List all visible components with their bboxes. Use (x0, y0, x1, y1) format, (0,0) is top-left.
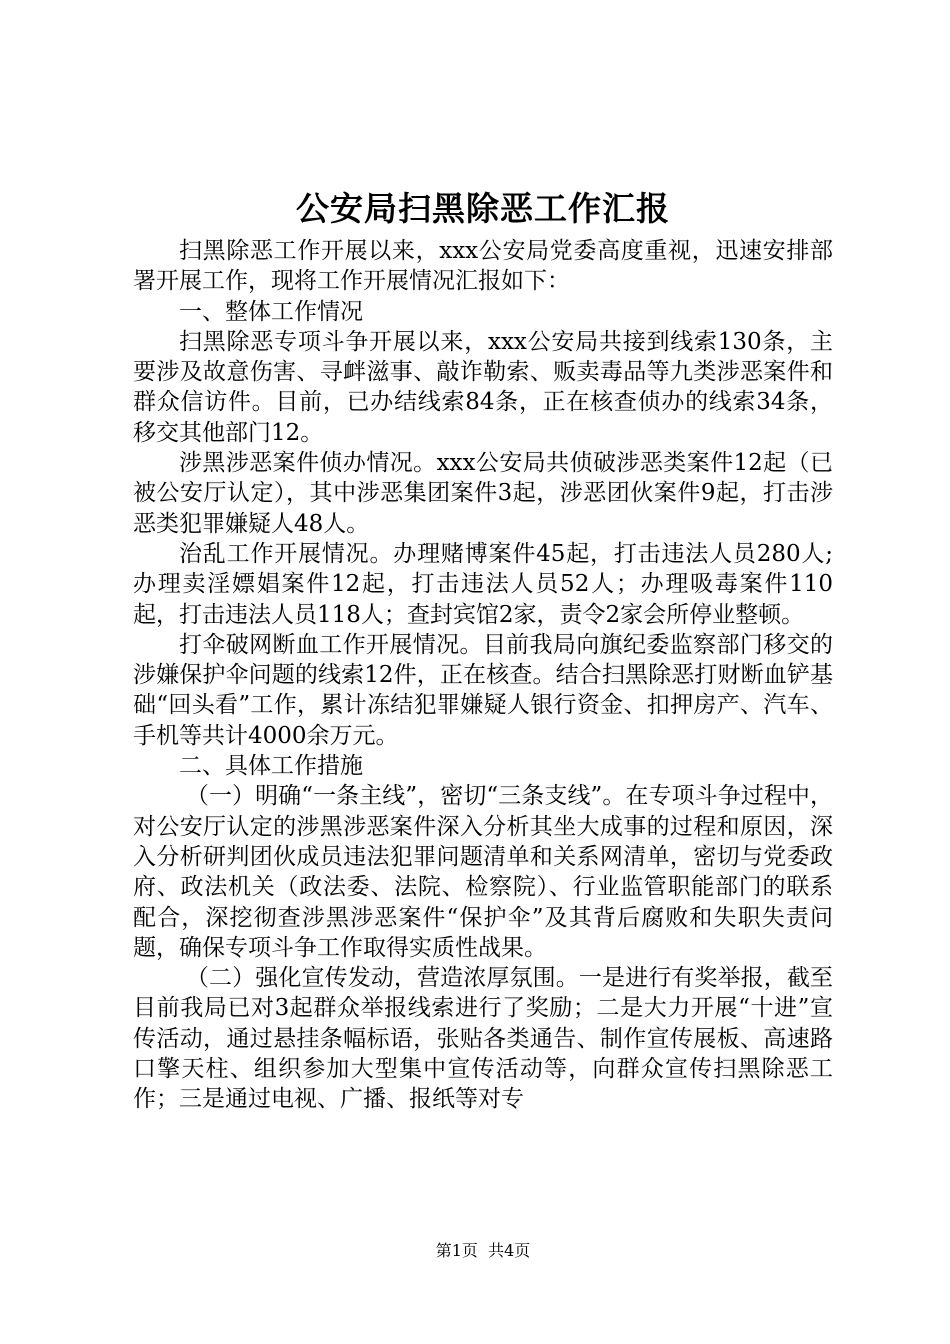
document-page (133, 0, 833, 1344)
page-footer: 第1页 共4页 (435, 1241, 531, 1260)
section-heading-overall: 一、整体工作情况 (179, 298, 363, 325)
document-body (133, 236, 833, 1115)
paragraph-measure-1: （一）明确“一条主线”，密切“三条支线”。在专项斗争过程中，对公安厅认定的涉黑涉恶案件深入分析其坐大成事的过程和原因，深入分析研判团伙成员违法犯罪问题清单和关系网清单，密切与党委政府、政法机关（政法委、法院、检察院）、行业监管职能部门的联系配合，深挖彻查涉黑涉恶案件“保护伞”及其背后腐败和失职失责问题，确保专项斗争工作取得实质性战果。 (133, 783, 833, 961)
paragraph-public-order: 治乱工作开展情况。办理赌博案件45起，打击违法人员280人;办理卖淫嫖娼案件12起，打击违法人员52人；办理吸毒案件110起，打击违法人员118人；查封宾馆2家，责令2家会所停业整顿。 (133, 540, 833, 628)
paragraph-clues: 扫黑除恶专项斗争开展以来，xxx公安局共接到线索130条，主要涉及故意伤害、寻衅滋事、敲诈勒索、贩卖毒品等九类涉恶案件和群众信访件。目前，已办结线索84条，正在核查侦办的线索34条，移交其他部门12。 (133, 328, 833, 446)
section-heading-measures: 二、具体工作措施 (179, 753, 363, 780)
paragraph-cases: 涉黑涉恶案件侦办情况。xxx公安局共侦破涉恶类案件12起（已被公安厅认定），其中涉恶集团案件3起，涉恶团伙案件9起，打击涉恶类犯罪嫌疑人48人。 (133, 450, 833, 537)
paragraph-intro: 扫黑除恶工作开展以来，xxx公安局党委高度重视，迅速安排部署开展工作，现将工作开展情况汇报如下： (133, 238, 833, 295)
paragraph-umbrella: 打伞破网断血工作开展情况。目前我局向旗纪委监察部门移交的涉嫌保护伞问题的线索12件，正在核查。结合扫黑除恶打财断血铲基础“回头看”工作，累计冻结犯罪嫌疑人银行资金、扣押房产、汽车、手机等共计4000余万元。 (133, 631, 833, 749)
paragraph-measure-2: （二）强化宣传发动，营造浓厚氛围。一是进行有奖举报，截至目前我局已对3起群众举报线索进行了奖励；二是大力开展“十进”宣传活动，通过悬挂条幅标语，张贴各类通告、制作宣传展板、高速路口擎天柱、组织参加大型集中宣传活动等，向群众宣传扫黑除恶工作；三是通过电视、广播、报纸等对专 (133, 965, 833, 1113)
document-title: 公安局扫黑除恶工作汇报 (296, 189, 670, 228)
